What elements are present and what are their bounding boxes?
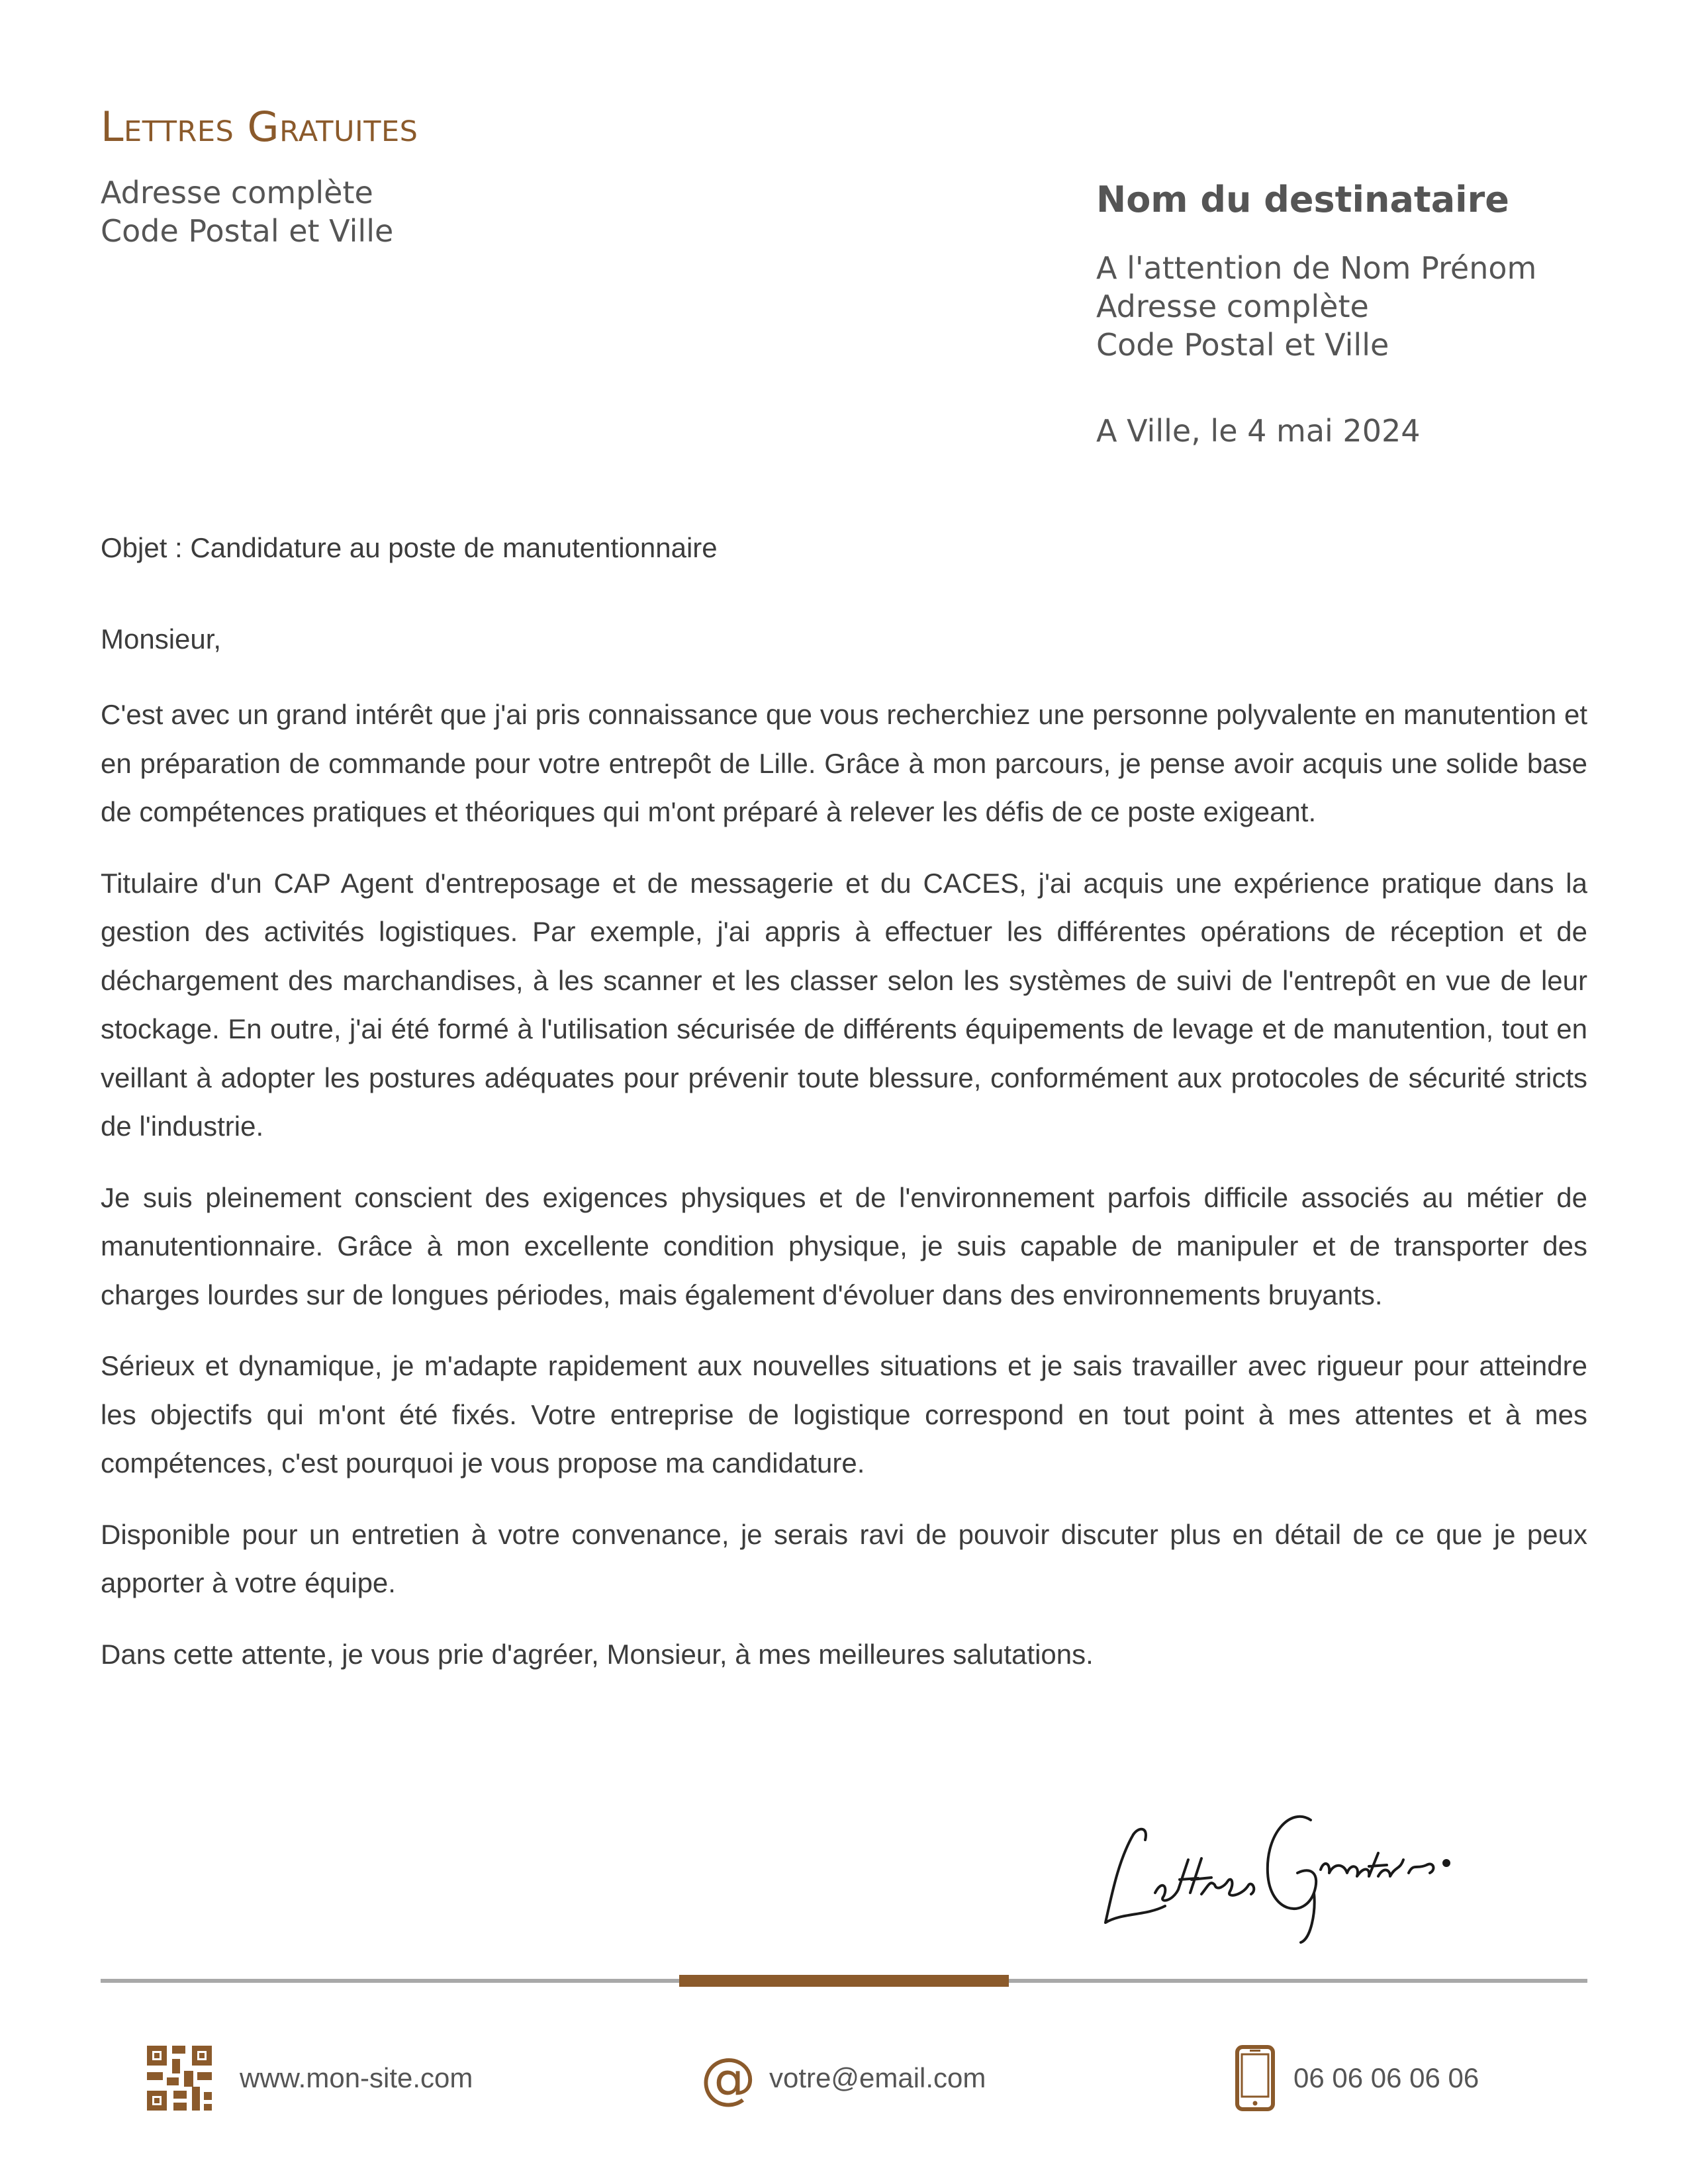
footer-phone bbox=[1235, 2045, 1479, 2111]
handwritten-signature bbox=[1092, 1780, 1463, 1946]
recipient-details bbox=[1096, 249, 1536, 364]
qr-code-icon bbox=[147, 2046, 212, 2111]
letter-body bbox=[101, 690, 1587, 1678]
letter-object: Objet : Candidature au poste de manutentionnaire bbox=[101, 532, 718, 563]
body-paragraph: Je suis pleinement conscient des exigences physiques et de l'environnement parfois difficile associés au métier de manutentionnaire. Grâce à mon excellente condition physique, je suis capable de manipuler et de transporter des charges lourdes sur de longues périodes, mais également d'évoluer dans des environnements bruyants. bbox=[101, 1181, 1587, 1310]
recipient-city: Code Postal et Ville bbox=[1096, 327, 1389, 363]
letter-date: A Ville, le 4 mai 2024 bbox=[1096, 413, 1421, 449]
body-paragraph: Disponible pour un entretien à votre convenance, je serais ravi de pouvoir discuter plus en détail de ce que je peux apporter à votre équipe. bbox=[101, 1518, 1587, 1598]
at-sign-icon: @ bbox=[700, 2046, 756, 2111]
footer-website bbox=[147, 2045, 473, 2111]
sender-block bbox=[101, 173, 393, 250]
email-link[interactable]: votre@email.com bbox=[769, 2062, 986, 2093]
phone-number[interactable]: 06 06 06 06 06 bbox=[1293, 2062, 1479, 2093]
website-link[interactable]: www.mon-site.com bbox=[240, 2062, 473, 2093]
footer-email bbox=[700, 2045, 986, 2111]
letter-salutation: Monsieur, bbox=[101, 623, 222, 655]
sender-address: Adresse complète bbox=[101, 175, 373, 210]
recipient-attention: A l'attention de Nom Prénom bbox=[1096, 250, 1537, 286]
mobile-phone-icon bbox=[1235, 2045, 1275, 2111]
brand-name: Lettres Gratuites bbox=[101, 103, 418, 151]
footer-accent-bar bbox=[679, 1975, 1009, 1987]
body-paragraph: Titulaire d'un CAP Agent d'entreposage et de messagerie et du CACES, j'ai acquis une expérience pratique dans la gestion des activités logistiques. Par exemple, j'ai appris à effectuer les différentes opérations de réception et de déchargement des marchandises, à les scanner et les classer selon les systèmes de suivi de l'entrepôt en vue de leur stockage. En outre, j'ai été formé à l'utilisation sécurisée de différents équipements de levage et de manutention, tout en veillant à adopter les postures adéquates pour prévenir toute blessure, conformément aux protocoles de sécurité stricts de l'industrie. bbox=[101, 867, 1587, 1142]
recipient-name: Nom du destinataire bbox=[1096, 179, 1509, 220]
recipient-block bbox=[1096, 173, 1536, 450]
body-paragraph: C'est avec un grand intérêt que j'ai pris connaissance que vous recherchiez une personne polyvalente en manutention et en préparation de commande pour votre entrepôt de Lille. Grâce à mon parcours, je pense avoir acquis une solide base de compétences pratiques et théoriques qui m'ont préparé à relever les défis de ce poste exigeant. bbox=[101, 699, 1587, 827]
body-paragraph: Sérieux et dynamique, je m'adapte rapidement aux nouvelles situations et je sais travailler avec rigueur pour atteindre les objectifs qui m'ont été fixés. Votre entreprise de logistique correspond en tout point à mes attentes et à mes compétences, c'est pourquoi je vous propose ma candidature. bbox=[101, 1350, 1587, 1479]
recipient-address: Adresse complète bbox=[1096, 289, 1369, 324]
closing-paragraph: Dans cette attente, je vous prie d'agréer, Monsieur, à mes meilleures salutations. bbox=[101, 1638, 1094, 1670]
sender-city: Code Postal et Ville bbox=[101, 213, 394, 249]
